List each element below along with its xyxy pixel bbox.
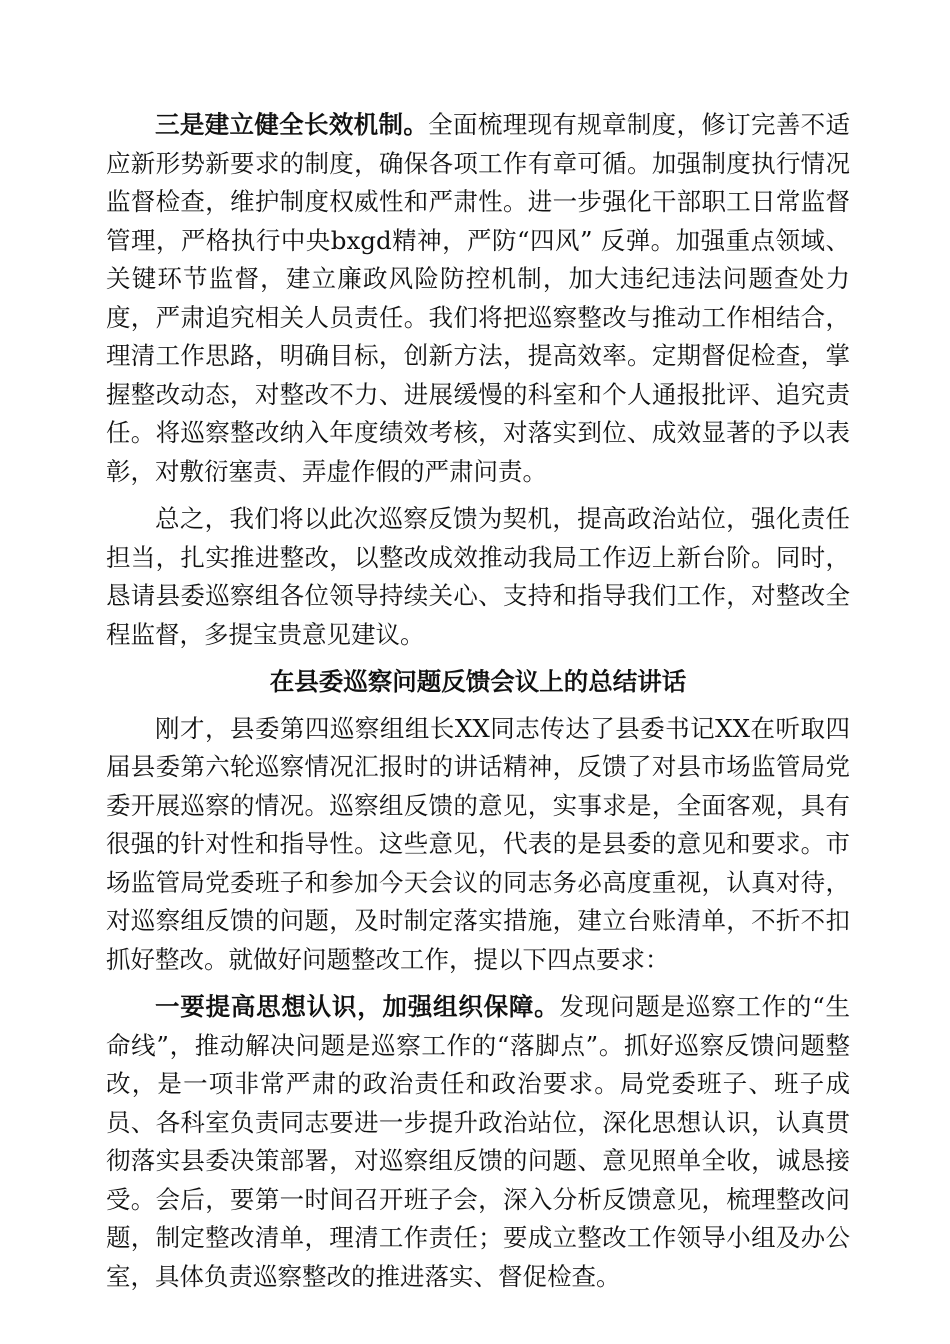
paragraph-lead-heading: 三是建立健全长效机制。 (155, 110, 429, 139)
paragraph-opening (106, 710, 850, 980)
section-title: 在县委巡察问题反馈会议上的总结讲话 (269, 667, 687, 696)
paragraph-lead-heading: 一要提高思想认识，加强组织保障。 (155, 992, 560, 1021)
paragraph-text: 刚才，县委第四巡察组组长XX同志传达了县委书记XX在听取四届县委第六轮巡察情况汇报时的讲话精神，反馈了对县市场监管局党委开展巡察的情况。巡察组反馈的意见，实事求是，全面客观，具有很强的针对性和指导性。这些意见，代表的是县委的意见和要求。市场监管局党委班子和参加今天会议的同志务必高度重视，认真对待，对巡察组反馈的问题，及时制定落实措施，建立台账清单，不折不扣抓好整改。就做好问题整改工作，提以下四点要求： (106, 713, 850, 974)
paragraph-first-requirement (106, 988, 850, 1296)
paragraph-text: 总之，我们将以此次巡察反馈为契机，提高政治站位，强化责任担当，扎实推进整改，以整改成效推动我局工作迈上新台阶。同时，恳请县委巡察组各位领导持续关心、支持和指导我们工作，对整改全程监督，多提宝贵意见建议。 (106, 504, 850, 649)
paragraph-text: 发现问题是巡察工作的“生命线”，推动解决问题是巡察工作的“落脚点”。抓好巡察反馈问题整改，是一项非常严肃的政治责任和政治要求。局党委班子、班子成员、各科室负责同志要进一步提升政治站位，深化思想认识，认真贯彻落实县委决策部署，对巡察组反馈的问题、意见照单全收，诚恳接受。会后，要第一时间召开班子会，深入分析反馈意见，梳理整改问题，制定整改清单，理清工作责任；要成立整改工作领导小组及办公室，具体负责巡察整改的推进落实、督促检查。 (106, 992, 851, 1291)
paragraph-text: 全面梳理现有规章制度，修订完善不适应新形势新要求的制度，确保各项工作有章可循。加强制度执行情况监督检查，维护制度权威性和严肃性。进一步强化干部职工日常监督管理，严格执行中央bxgd精神，严防“四风” 反弹。加强重点领域、关键环节监督，建立廉政风险防控机制，加大违纪违法问题查处力度，严肃追究相关人员责任。我们将把巡察整改与推动工作相结合，理清工作思路，明确目标，创新方法，提高效率。定期督促检查，掌握整改动态，对整改不力、进展缓慢的科室和个人通报批评、追究责任。将巡察整改纳入年度绩效考核，对落实到位、成效显著的予以表彰，对敷衍塞责、弄虚作假的严肃问责。 (106, 110, 851, 486)
document-body (106, 106, 850, 1305)
paragraph-long-term-mechanism (106, 106, 850, 491)
paragraph-conclusion (106, 500, 850, 654)
